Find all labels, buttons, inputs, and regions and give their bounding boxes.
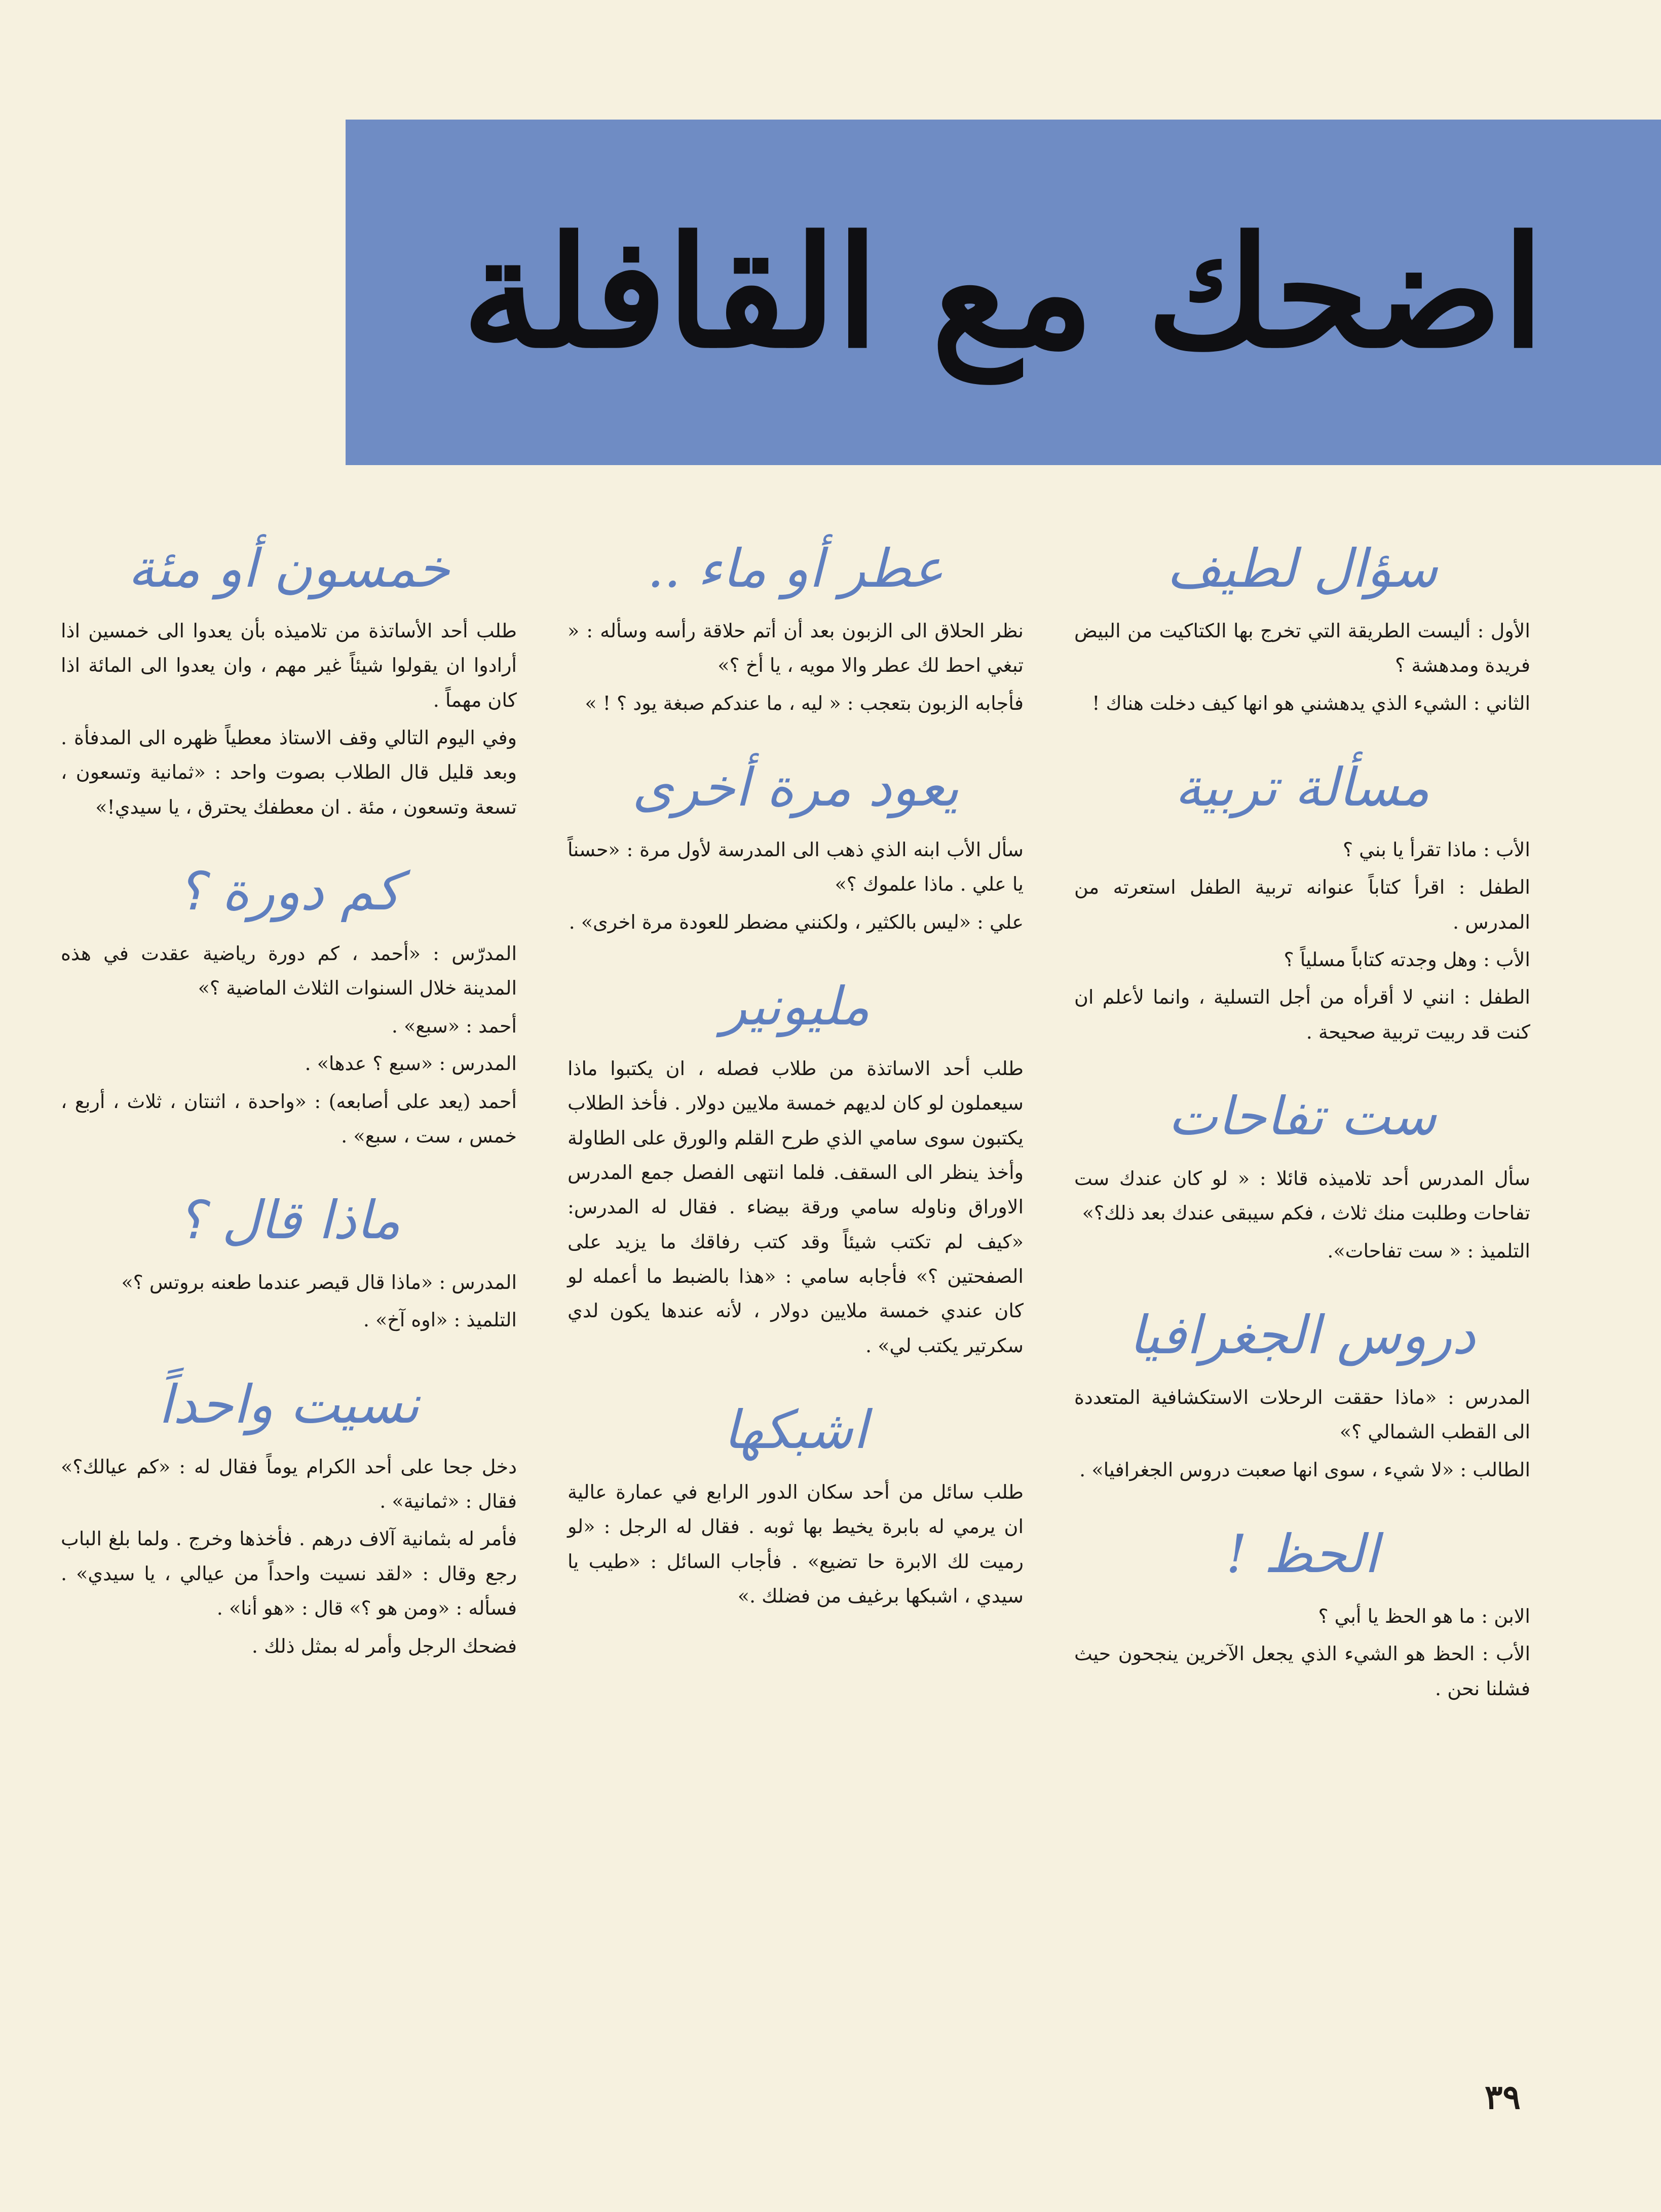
article-fifty-or-hundred [61,537,517,824]
article-paragraph: الابن : ما هو الحظ يا أبي ؟ [1318,1605,1530,1627]
article-paragraph: علي : «ليس بالكثير ، ولكنني مضطر للعودة مرة اخرى» . [569,910,1024,933]
article-heading: دروس الجغرافيا [1129,1304,1476,1366]
article-forgot-one [61,1373,517,1663]
article-luck [1074,1522,1530,1706]
article-perfume-or-water [568,537,1024,720]
article-paragraph: طلب سائل من أحد سكان الدور الرابع في عمارة عالية ان يرمي له بابرة يخيط بها ثوبه . فقال له الرجل : «لو رميت لك الابرة حا تضيع» . فأجاب السائل : «طيب يا سيدي ، اشبكها برغيف من فضلك .» [568,1481,1024,1608]
article-paragraph: الأب : وهل وجدته كتاباً مسلياً ؟ [1284,948,1530,971]
article-paragraph: نظر الحلاق الى الزبون بعد أن أتم حلاقة رأسه وسأله : « تبغي احط لك عطر والا مويه ، يا أخ ؟» [568,619,1024,677]
article-paragraph: الثاني : الشيء الذي يدهشني هو انها كيف دخلت هناك ! [1092,692,1530,714]
column-left [61,537,517,1699]
article-heading: يعود مرة أخرى [632,756,959,818]
article-polite-question [1074,537,1530,720]
article-paragraph: الطفل : اقرأ كتاباً عنوانه تربية الطفل استعرته من المدرس . [1074,876,1530,933]
page-number: ٣٩ [1485,2077,1521,2117]
article-heading: ماذا قال ؟ [177,1189,401,1251]
article-paragraph: الأب : الحظ هو الشيء الذي يجعل الآخرين ينجحون حيث فشلنا نحن . [1074,1643,1530,1700]
article-heading: نسيت واحداً [158,1373,420,1435]
article-paragraph: أحمد (يعد على أصابعه) : «واحدة ، اثنتان ، ثلاث ، أربع ، خمس ، ست ، سبع» . [61,1090,517,1147]
article-millionaire [568,975,1024,1363]
article-comes-back-again [568,756,1024,939]
article-hook-it [568,1398,1024,1613]
article-heading: ست تفاحات [1168,1085,1437,1148]
article-how-many-tournaments [61,860,517,1153]
article-paragraph: المدرّس : «أحمد ، كم دورة رياضية عقدت في هذه المدينة خلال السنوات الثلاث الماضية ؟» [61,942,517,1000]
title-banner [346,120,1661,465]
article-paragraph: سأل المدرس أحد تلاميذه قائلا : « لو كان عندك ست تفاحات وطلبت منك ثلاث ، فكم سيبقى عندك بعد ذلك؟» [1074,1167,1530,1225]
article-paragraph: فأجابه الزبون بتعجب : « ليه ، ما عندكم صبغة يود ؟ ! » [585,692,1024,714]
article-paragraph: الأول : أليست الطريقة التي تخرج بها الكتاكيت من البيض فريدة ومدهشة ؟ [1074,619,1530,677]
article-paragraph: المدرس : «ماذا حققت الرحلات الاستكشافية المتعددة الى القطب الشمالي ؟» [1074,1386,1530,1443]
article-paragraph: فأمر له بثمانية آلاف درهم . فأخذها وخرج . ولما بلغ الباب رجع وقال : «لقد نسيت واحداً من عيالي ، يا سيدي» . فسأله : «ومن هو ؟» قال : «هو أنا» . [61,1528,517,1620]
article-heading: مليونير [721,975,870,1037]
article-paragraph: وفي اليوم التالي وقف الاستاذ معطياً ظهره الى المدفأة . وبعد قليل قال الطلاب بصوت واحد : «ثمانية وتسعون ، تسعة وتسعون ، مئة . ان معطفك يحترق ، يا سيدي!» [61,726,517,818]
article-heading: سؤال لطيف [1166,538,1438,599]
article-heading: عطر أو ماء .. [647,538,944,599]
article-geography [1074,1304,1530,1487]
article-paragraph: سأل الأب ابنه الذي ذهب الى المدرسة لأول مرة : «حسناً يا علي . ماذا علموك ؟» [568,838,1024,896]
article-paragraph: الطالب : «لا شيء ، سوى انها صعبت دروس الجغرافيا» . [1079,1458,1530,1481]
article-paragraph: المدرس : «سبع ؟ عدها» . [305,1052,517,1075]
article-paragraph: طلب أحد الاساتذة من طلاب فصله ، ان يكتبوا ماذا سيعملون لو كان لديهم خمسة ملايين دولار . فأخذ الطلاب يكتبون سوى سامي الذي طرح القلم والورق على الطاولة وأخذ ينظر الى السقف. فلما انتهى الفصل جمع المدرس الاوراق وناوله سامي ورقة بيضاء . فقال له المدرس: «كيف لم تكتب شيئاً وقد كتب رفاقك ما يزيد على الصفحتين ؟» فأجابه سامي : «هذا بالضبط ما أعمله لو كان عندي خمسة ملايين دولار ، لأنه عندها يكون لدي سكرتير يكتب لي» . [568,1057,1024,1357]
article-upbringing [1074,756,1530,1049]
article-six-apples [1074,1085,1530,1268]
article-paragraph: المدرس : «ماذا قال قيصر عندما طعنه بروتس ؟» [121,1271,517,1294]
article-heading: خمسون أو مئة [128,538,450,599]
article-paragraph: أحمد : «سبع» . [391,1014,517,1037]
article-paragraph: التلميذ : « ست تفاحات». [1327,1239,1530,1262]
article-heading: اشبكها [723,1399,868,1461]
page-title: اضحك مع القافلة [462,203,1544,382]
article-paragraph: التلميذ : «اوه آخ» . [363,1309,517,1331]
article-heading: كم دورة ؟ [177,860,401,923]
article-paragraph: طلب أحد الأساتذة من تلاميذه بأن يعدوا الى خمسين اذا أرادوا ان يقولوا شيئاً غير مهم ، وان يعدوا الى المائة اذا كان مهماً . [61,619,517,711]
column-right [1074,537,1530,1741]
article-paragraph: فضحك الرجل وأمر له بمثل ذلك . [251,1634,517,1657]
article-heading: الحظ ! [1226,1523,1379,1585]
article-what-did-he-say [61,1189,517,1338]
article-paragraph: الطفل : انني لا أقرأه من أجل التسلية ، وانما لأعلم ان كنت قد ربيت تربية صحيحة . [1074,986,1530,1043]
article-heading: مسألة تربية [1175,756,1430,818]
article-paragraph: دخل جحا على أحد الكرام يوماً فقال له : «كم عيالك؟» فقال : «ثمانية» . [61,1455,517,1513]
article-paragraph: الأب : ماذا تقرأ يا بني ؟ [1342,838,1530,861]
column-middle [568,537,1024,1649]
